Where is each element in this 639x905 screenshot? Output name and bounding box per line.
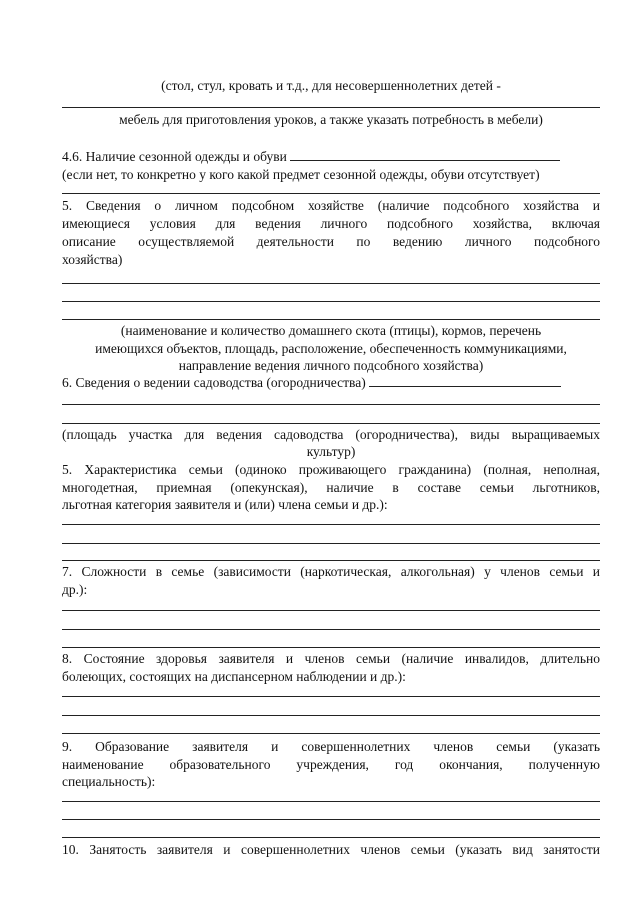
answer-line[interactable] xyxy=(62,819,600,820)
section-9-line-1: 9. Образование заявителя и совершеннолетних членов семьи (указать xyxy=(62,739,600,754)
section-5-line-2: имеющиеся условия для ведения личного подсобного хозяйства, включая xyxy=(62,216,600,231)
section-4-6-text: 4.6. Наличие сезонной одежды и обуви xyxy=(62,149,287,164)
section-9-line-2: наименование образовательного учреждения, год окончания, полученную xyxy=(62,757,600,772)
answer-line[interactable] xyxy=(62,629,600,630)
section-5-line-4: хозяйства) xyxy=(62,252,123,267)
answer-line[interactable] xyxy=(62,524,600,525)
section-8-line-1: 8. Состояние здоровья заявителя и членов семьи (наличие инвалидов, длительно xyxy=(62,651,600,666)
section-5-note-line-2: имеющихся объектов, площадь, расположение, обеспеченность коммуникациями, xyxy=(95,341,567,356)
answer-line[interactable] xyxy=(62,560,600,561)
section-4-6-label xyxy=(62,148,560,165)
answer-line[interactable] xyxy=(62,801,600,802)
answer-line[interactable] xyxy=(62,715,600,716)
section-5b-line-1: 5. Характеристика семьи (одиноко проживающего гражданина) (полная, неполная, xyxy=(62,462,600,477)
section-5-note-line-3: направление ведения личного подсобного хозяйства) xyxy=(178,358,484,373)
answer-line[interactable] xyxy=(62,837,600,838)
answer-line[interactable] xyxy=(62,193,600,194)
answer-line[interactable] xyxy=(62,610,600,611)
section-5b-line-3: льготная категория заявителя и (или) члена семьи и др.): xyxy=(62,497,388,512)
section-10-line-1: 10. Занятость заявителя и совершеннолетних членов семьи (указать вид занятости xyxy=(62,842,600,857)
answer-line[interactable] xyxy=(62,543,600,544)
section-7-line-1: 7. Сложности в семье (зависимости (наркотическая, алкогольная) у членов семьи и xyxy=(62,564,600,579)
answer-line[interactable] xyxy=(62,696,600,697)
section-6-note-line-2: культур) xyxy=(306,444,356,459)
section-5-line-3: описание осуществляемой деятельности по ведению личного подсобного xyxy=(62,234,600,249)
answer-line[interactable] xyxy=(62,404,600,405)
answer-line[interactable] xyxy=(62,733,600,734)
section-5b-line-2: многодетная, приемная (опекунская), наличие в составе семьи льготников, xyxy=(62,480,600,495)
answer-line[interactable] xyxy=(62,423,600,424)
answer-line[interactable] xyxy=(62,107,600,108)
section-8-line-2: болеющих, состоящих на диспансерном наблюдении и др.): xyxy=(62,669,406,684)
answer-line[interactable] xyxy=(62,283,600,284)
answer-line[interactable] xyxy=(62,301,600,302)
section-9-line-3: специальность): xyxy=(62,774,156,789)
section-6-text: 6. Сведения о ведении садоводства (огородничества) xyxy=(62,375,366,390)
section-4-6-note: (если нет, то конкретно у кого какой предмет сезонной одежды, обуви отсутствует) xyxy=(62,167,540,182)
section-5-note-line-1: (наименование и количество домашнего скота (птицы), кормов, перечень xyxy=(120,323,542,338)
answer-line[interactable] xyxy=(62,647,600,648)
section-6-blank[interactable] xyxy=(369,374,561,387)
furniture-note-line-1: (стол, стул, кровать и т.д., для несовершеннолетних детей - xyxy=(161,78,501,93)
furniture-note-line-2: мебель для приготовления уроков, а также указать потребность в мебели) xyxy=(119,112,543,127)
section-6-label xyxy=(62,374,561,391)
section-7-line-2: др.): xyxy=(62,582,88,597)
section-6-note-line-1: (площадь участка для ведения садоводства (огородничества), виды выращиваемых xyxy=(62,427,600,442)
section-5-line-1: 5. Сведения о личном подсобном хозяйстве (наличие подсобного хозяйства и xyxy=(62,198,600,213)
section-4-6-blank[interactable] xyxy=(290,148,560,161)
answer-line[interactable] xyxy=(62,319,600,320)
